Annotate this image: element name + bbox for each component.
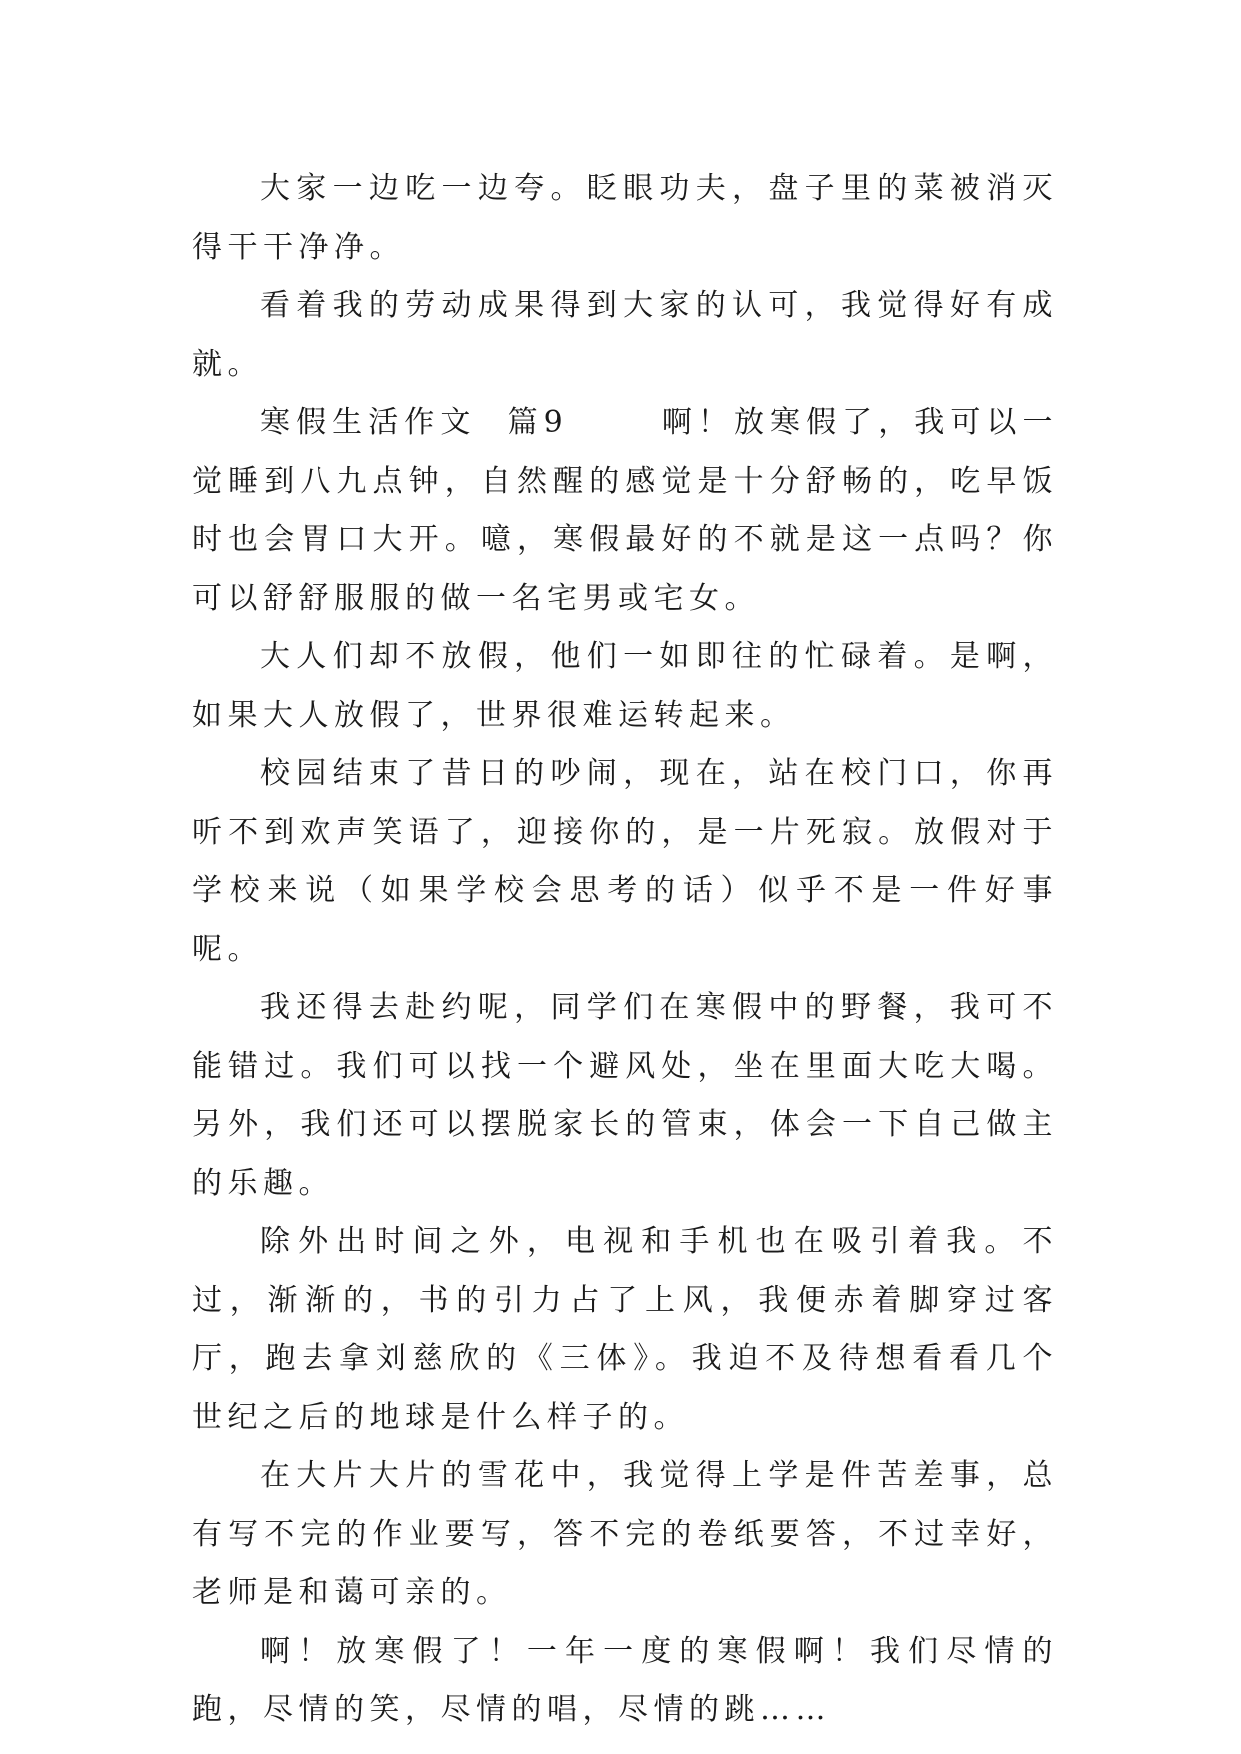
paragraph: 除外出时间之外，电视和手机也在吸引着我。不过，渐渐的，书的引力占了上风，我便赤着脚穿过客厅，跑去拿刘慈欣的《三体》。我迫不及待想看看几个世纪之后的地球是什么样子的。 [192, 1224, 1058, 1435]
paragraph: 我还得去赴约呢，同学们在寒假中的野餐，我可不能错过。我们可以找一个避风处，坐在里面大吃大喝。另外，我们还可以摆脱家长的管束，体会一下自己做主的乐趣。 [192, 990, 1058, 1201]
paragraph: 在大片大片的雪花中，我觉得上学是件苦差事，总有写不完的作业要写，答不完的卷纸要答，不过幸好，老师是和蔼可亲的。 [192, 1458, 1058, 1610]
paragraph: 大人们却不放假，他们一如即往的忙碌着。是啊，如果大人放假了，世界很难运转起来。 [192, 639, 1058, 733]
paragraph: 看着我的劳动成果得到大家的认可，我觉得好有成就。 [192, 288, 1058, 382]
paragraph: 寒假生活作文 篇9 啊！放寒假了，我可以一觉睡到八九点钟，自然醒的感觉是十分舒畅的，吃早饭时也会胃口大开。噫，寒假最好的不就是这一点吗？你可以舒舒服服的做一名宅男或宅女。 [192, 405, 1058, 616]
paragraph: 大家一边吃一边夸。眨眼功夫，盘子里的菜被消灭得干干净净。 [192, 171, 1058, 265]
paragraph: 啊！放寒假了！一年一度的寒假啊！我们尽情的跑，尽情的笑，尽情的唱，尽情的跳…… [192, 1633, 1058, 1727]
document-body [192, 160, 1058, 1740]
paragraph: 校园结束了昔日的吵闹，现在，站在校门口，你再听不到欢声笑语了，迎接你的，是一片死寂。放假对于学校来说（如果学校会思考的话）似乎不是一件好事呢。 [192, 756, 1058, 967]
